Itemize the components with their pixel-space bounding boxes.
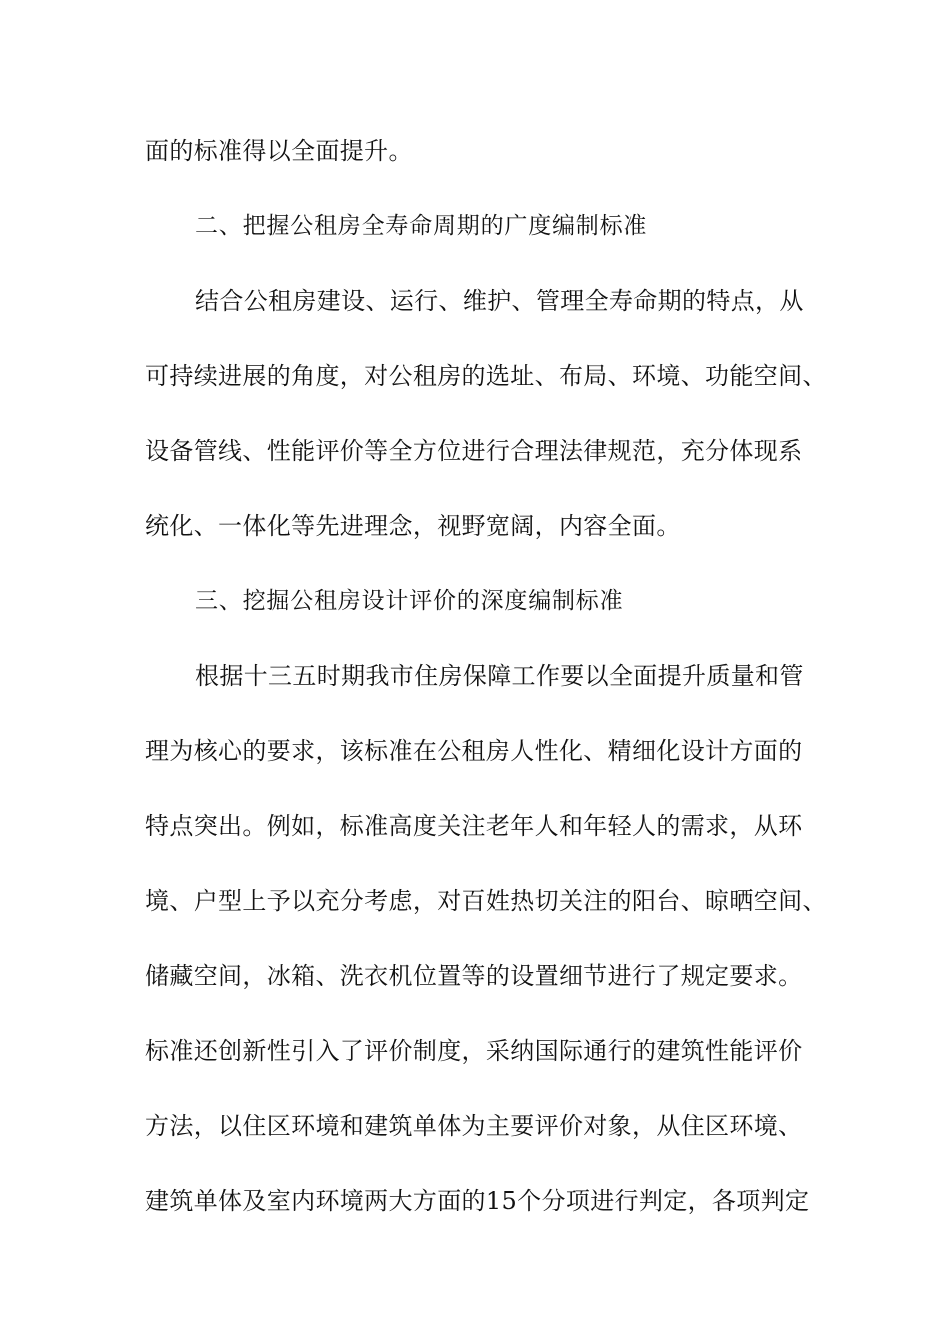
paragraph-line: 境、户型上予以充分考虑，对百姓热切关注的阳台、晾晒空间、 (145, 887, 827, 915)
paragraph-line: 根据十三五时期我市住房保障工作要以全面提升质量和管 (195, 662, 804, 690)
paragraph-line: 标准还创新性引入了评价制度，采纳国际通行的建筑性能评价 (145, 1037, 803, 1065)
paragraph-line: 统化、一体化等先进理念，视野宽阔，内容全面。 (145, 512, 681, 540)
paragraph-line: 建筑单体及室内环境两大方面的15个分项进行判定，各项判定 (145, 1187, 810, 1215)
paragraph-line: 理为核心的要求，该标准在公租房人性化、精细化设计方面的 (145, 737, 803, 765)
section-heading-3: 三、挖掘公租房设计评价的深度编制标准 (195, 588, 624, 614)
paragraph-line: 面的标准得以全面提升。 (145, 137, 413, 165)
paragraph-line: 储藏空间，冰箱、洗衣机位置等的设置细节进行了规定要求。 (145, 962, 803, 990)
section-heading-2: 二、把握公租房全寿命周期的广度编制标准 (195, 213, 648, 239)
paragraph-line: 特点突出。例如，标准高度关注老年人和年轻人的需求，从环 (145, 812, 803, 840)
paragraph-line: 方法，以住区环境和建筑单体为主要评价对象，从住区环境、 (145, 1112, 803, 1140)
paragraph-line: 设备管线、性能评价等全方位进行合理法律规范，充分体现系 (145, 437, 803, 465)
paragraph-line: 可持续进展的角度，对公租房的选址、布局、环境、功能空间、 (145, 362, 827, 390)
paragraph-line: 结合公租房建设、运行、维护、管理全寿命期的特点，从 (195, 287, 804, 315)
